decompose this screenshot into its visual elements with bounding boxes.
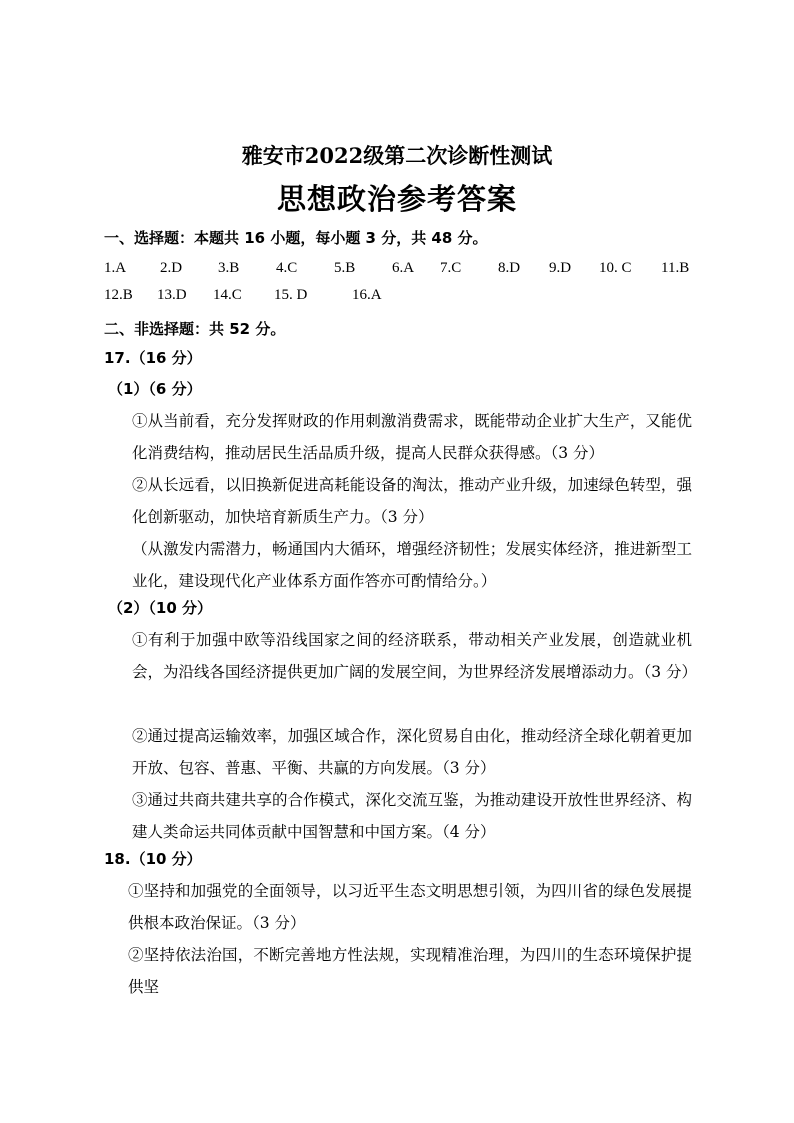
q17-part1-label: （1）（6 分） [108, 380, 202, 398]
answer-8: 8.D [498, 260, 521, 276]
q18-label: 18.（10 分） [104, 850, 202, 868]
answer-9: 9.D [549, 260, 572, 276]
answer-16: 16.A [352, 287, 382, 303]
answer-5: 5.B [334, 260, 356, 276]
answer-12: 12.B [104, 287, 133, 303]
answer-3: 3.B [218, 260, 240, 276]
answer-14: 14.C [213, 287, 242, 303]
answer-11: 11.B [661, 260, 690, 276]
q17-part1-note: （从激发内需潜力，畅通国内大循环，增强经济韧性；发展实体经济，推进新型工业化，建设现代化产业体系方面作答亦可酌情给分。） [132, 540, 692, 590]
document-title: 思想政治参考答案 [276, 182, 517, 216]
answer-4: 4.C [276, 260, 298, 276]
answer-1: 1.A [104, 260, 127, 276]
answer-7: 7.C [440, 260, 462, 276]
answer-6: 6.A [392, 260, 415, 276]
q18-point2: ②坚持依法治国，不断完善地方性法规，实现精准治理，为四川的生态环境保护提供坚 [128, 946, 692, 996]
answer-10: 10. C [599, 260, 632, 276]
q17-part2-point3: ③通过共商共建共享的合作模式，深化交流互鉴，为推动建设开放性世界经济、构建人类命运共同体贡献中国智慧和中国方案。（4 分） [132, 791, 692, 841]
answer-13: 13.D [157, 287, 187, 303]
q17-part2-point1: ①有利于加强中欧等沿线国家之间的经济联系，带动相关产业发展，创造就业机会，为沿线各国经济提供更加广阔的发展空间，为世界经济发展增添动力。（3 分） [132, 631, 698, 681]
section2-heading: 二、非选择题：共 52 分。 [104, 320, 286, 338]
q18-point1: ①坚持和加强党的全面领导，以习近平生态文明思想引领，为四川省的绿色发展提供根本政治保证。（3 分） [128, 882, 692, 932]
q17-part2-label: （2）（10 分） [108, 599, 213, 617]
q17-part2-point2: ②通过提高运输效率，加强区域合作，深化贸易自由化，推动经济全球化朝着更加开放、包容、普惠、平衡、共赢的方向发展。（3 分） [132, 727, 692, 777]
exam-title: 雅安市2022级第二次诊断性测试 [241, 143, 553, 168]
section1-heading: 一、选择题：本题共 16 小题，每小题 3 分，共 48 分。 [104, 229, 488, 247]
q17-part1-point2: ②从长远看，以旧换新促进高耗能设备的淘汰，推动产业升级，加速绿色转型，强化创新驱动，加快培育新质生产力。（3 分） [132, 476, 692, 526]
answer-15: 15. D [274, 287, 308, 303]
q17-label: 17.（16 分） [104, 349, 202, 367]
q17-part1-point1: ①从当前看，充分发挥财政的作用刺激消费需求，既能带动企业扩大生产，又能优化消费结构，推动居民生活品质升级，提高人民群众获得感。（3 分） [132, 412, 692, 462]
answer-2: 2.D [160, 260, 183, 276]
